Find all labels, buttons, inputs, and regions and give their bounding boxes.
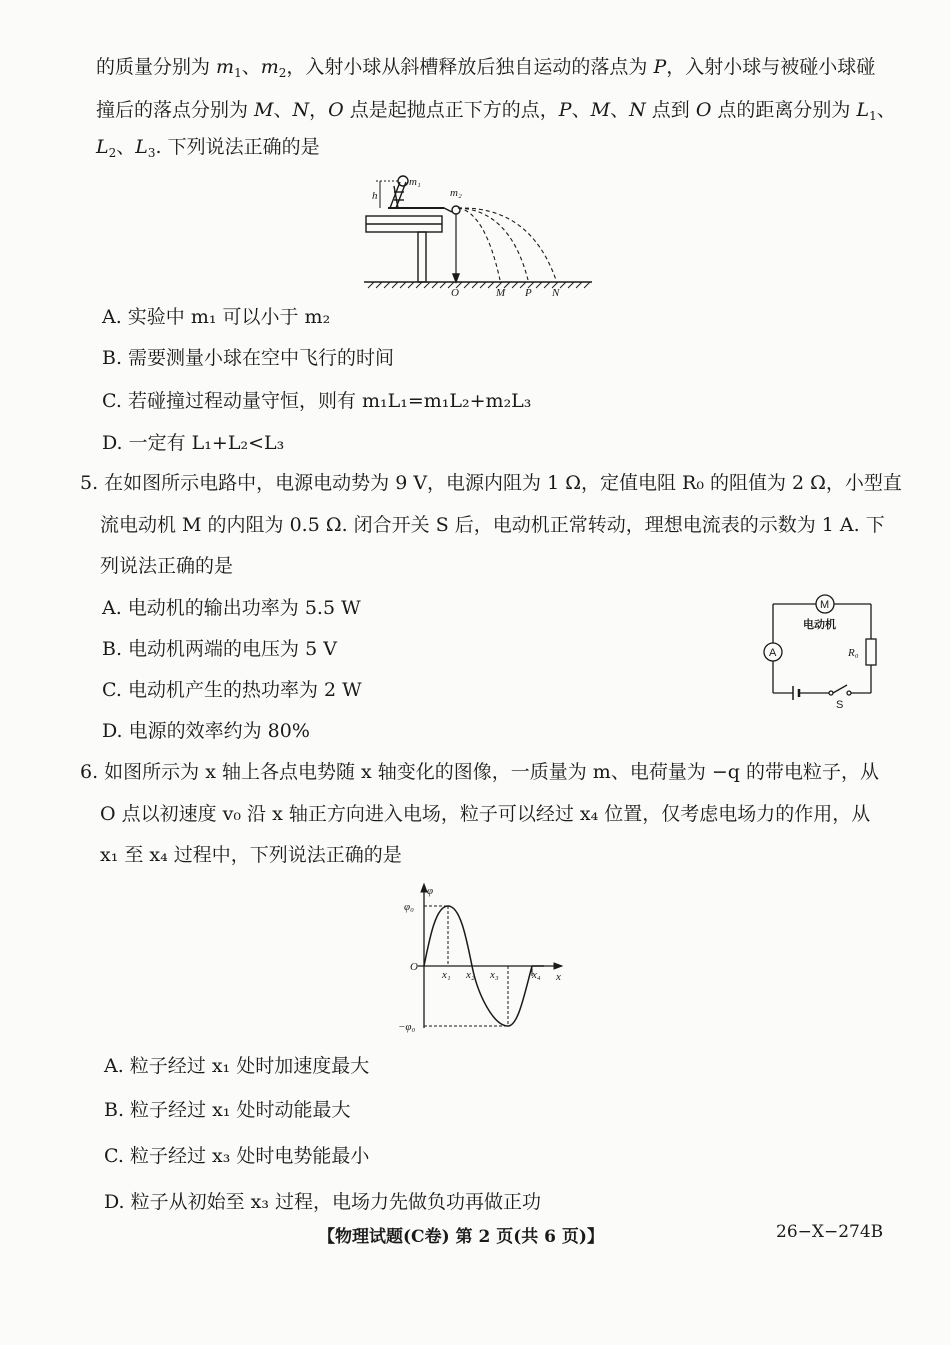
- switch-label: S: [836, 699, 844, 711]
- q6-text-line-1: 6. 如图所示为 x 轴上各点电势随 x 轴变化的图像，一质量为 m、电荷量为 −q 的带电粒子，从: [80, 761, 879, 783]
- q6-option-a: A. 粒子经过 x₁ 处时加速度最大: [104, 1055, 370, 1077]
- motor-label: 电动机: [803, 619, 836, 631]
- footer-code: 26−X−274B: [776, 1222, 884, 1242]
- q4-text-line-3: $L_2$、$L_3$. 下列说法正确的是: [96, 136, 320, 160]
- q5-text-line-3: 列说法正确的是: [100, 555, 234, 577]
- label-N: N: [552, 287, 560, 299]
- q4-option-a: A. 实验中 m₁ 可以小于 m₂: [102, 306, 331, 328]
- q6-option-b: B. 粒子经过 x₁ 处时动能最大: [104, 1099, 351, 1121]
- label-m1: m₁: [409, 176, 421, 188]
- q6-option-c: C. 粒子经过 x₃ 处时电势能最小: [104, 1145, 370, 1167]
- x-axis-label: x: [556, 971, 561, 983]
- q6-text-line-2: O 点以初速度 v₀ 沿 x 轴正方向进入电场，粒子可以经过 x₄ 位置，仅考虑电场力的作用，从: [100, 803, 871, 825]
- q5-option-a: A. 电动机的输出功率为 5.5 W: [102, 597, 361, 619]
- label-m2: m₂: [450, 187, 462, 199]
- y-axis-label: φ: [427, 885, 434, 897]
- q5-text-line-2: 流电动机 M 的内阻为 0.5 Ω. 闭合开关 S 后，电动机正常转动，理想电流表的示数为 1 A. 下: [100, 514, 885, 536]
- motor-symbol: M: [820, 599, 830, 611]
- collision-apparatus-figure: [360, 172, 600, 302]
- resistor-label: R₀: [848, 647, 859, 659]
- q4-option-c: C. 若碰撞过程动量守恒，则有 m₁L₁=m₁L₂+m₂L₃: [102, 390, 532, 412]
- q4-option-d: D. 一定有 L₁+L₂<L₃: [102, 432, 285, 454]
- phi0-label: φ₀: [404, 901, 414, 913]
- q5-option-b: B. 电动机两端的电压为 5 V: [102, 638, 337, 660]
- label-h: h: [372, 190, 378, 202]
- x1-label: x₁: [442, 969, 451, 981]
- label-M: M: [496, 287, 506, 299]
- x4-label: x₄: [532, 969, 541, 981]
- ammeter-symbol: A: [769, 647, 777, 659]
- q4-option-b: B. 需要测量小球在空中飞行的时间: [102, 347, 395, 369]
- q6-text-line-3: x₁ 至 x₄ 过程中，下列说法正确的是: [100, 844, 402, 866]
- x2-label: x₂: [466, 969, 475, 981]
- q5-option-c: C. 电动机产生的热功率为 2 W: [102, 679, 362, 701]
- origin-label: O: [410, 961, 418, 973]
- label-P: P: [525, 287, 532, 299]
- q6-option-d: D. 粒子从初始至 x₃ 过程，电场力先做负功再做正功: [104, 1191, 542, 1213]
- q5-text-line-1: 5. 在如图所示电路中，电源电动势为 9 V，电源内阻为 1 Ω，定值电阻 R₀ 的阻值为 2 Ω，小型直: [80, 472, 902, 494]
- x3-label: x₃: [490, 969, 499, 981]
- neg-phi0-label: −φ₀: [398, 1021, 416, 1033]
- q4-text-line-1: 的质量分别为 $m_1$、$m_2$，入射小球从斜槽释放后独自运动的落点为 P，入射小球与被碰小球碰: [96, 56, 876, 80]
- motor-circuit-figure: [755, 592, 885, 714]
- label-O: O: [451, 287, 459, 299]
- footer-page-info: 【物理试题(C卷) 第 2 页(共 6 页)】: [318, 1227, 604, 1247]
- q4-text-line-2: 撞后的落点分别为 M、N，O 点是起抛点正下方的点，P、M、N 点到 O 点的距离分别为 $L_1$、: [96, 99, 896, 123]
- q5-option-d: D. 电源的效率约为 80%: [102, 720, 310, 742]
- potential-graph-figure: [394, 880, 574, 1040]
